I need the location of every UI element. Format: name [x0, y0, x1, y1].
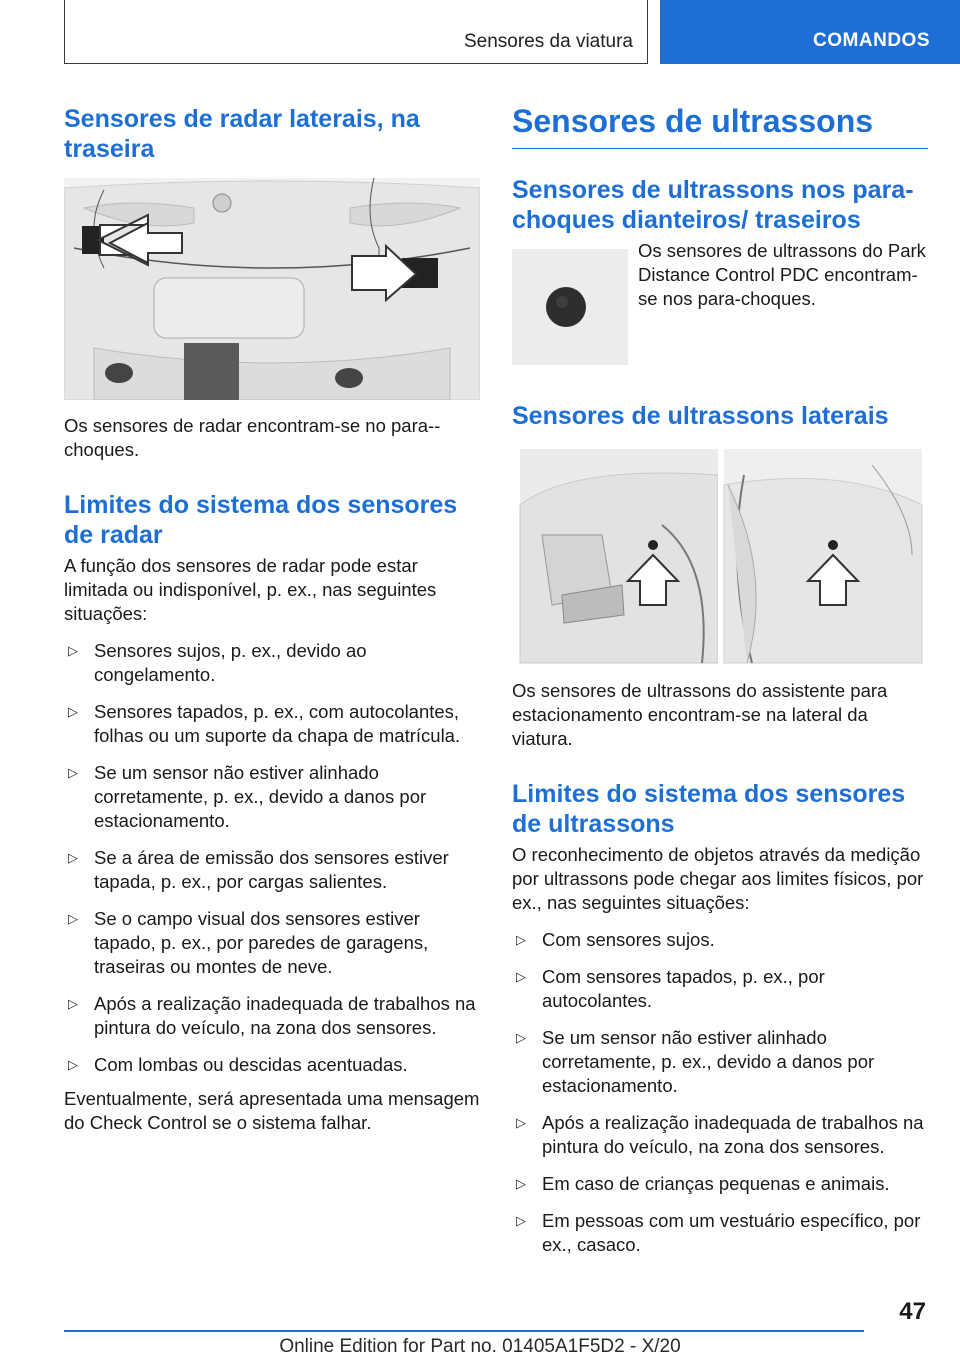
bullet-triangle-icon: ▷ — [516, 1030, 526, 1045]
heading-ultrasonic-sensors: Sensores de ultrassons — [512, 100, 928, 149]
bumper-sensor-text: Os sensores de ultrassons do Park Distance Control PDC encontram-se nos para-choques. — [638, 240, 926, 309]
list-item: ▷ Sensores tapados, p. ex., com autocolantes, folhas ou um suporte da chapa de matrícula. — [68, 701, 461, 746]
lateral-sensors-image — [512, 445, 928, 667]
lateral-sensors-illustration — [512, 445, 928, 667]
heading-lateral-sensors: Sensores de ultrassons laterais — [512, 402, 889, 430]
list-item: ▷ Após a realização inadequada de trabalhos na pintura do veículo, na zona dos sensores. — [68, 993, 476, 1038]
page-number: 47 — [899, 1298, 926, 1325]
header-chapter-title: COMANDOS — [813, 30, 930, 51]
bumper-sensor-block — [512, 240, 928, 367]
radar-limits-list — [64, 639, 480, 1077]
bumper-sensor-image — [512, 249, 628, 365]
bullet-triangle-icon: ▷ — [516, 1176, 526, 1191]
bullet-triangle-icon: ▷ — [516, 932, 526, 947]
bullet-triangle-icon: ▷ — [68, 704, 78, 719]
list-item: ▷ Se a área de emissão dos sensores estiver tapada, p. ex., por cargas salientes. — [68, 847, 449, 892]
heading-radar-sensors: Sensores de radar laterais, na traseira — [64, 105, 420, 163]
heading-radar-limits: Limites do sistema dos sensores de radar — [64, 491, 458, 549]
header-section-title: Sensores da viatura — [464, 31, 633, 52]
bullet-triangle-icon: ▷ — [516, 969, 526, 984]
list-item: ▷ Sensores sujos, p. ex., devido ao congelamento. — [68, 640, 367, 685]
list-item: ▷ Após a realização inadequada de trabalhos na pintura do veículo, na zona dos sensores. — [516, 1112, 924, 1157]
rear-bumper-illustration — [64, 178, 480, 400]
bullet-triangle-icon: ▷ — [68, 911, 78, 926]
header-section-box — [64, 0, 648, 64]
list-item: ▷ Em caso de crianças pequenas e animais. — [516, 1173, 890, 1194]
list-item: ▷ Se um sensor não estiver alinhado corretamente, p. ex., devido a danos por estacionamento. — [516, 1027, 875, 1096]
bullet-triangle-icon: ▷ — [68, 643, 78, 658]
radar-limits-outro: Eventualmente, será apresentada uma mensagem do Check Control se o sistema falhar. — [64, 1088, 480, 1133]
list-item: ▷ Em pessoas com um vestuário específico, por ex., casaco. — [516, 1210, 921, 1255]
footer-divider — [64, 1330, 864, 1332]
list-item: ▷ Com lombas ou descidas acentuadas. — [68, 1054, 408, 1075]
list-item: ▷ Se o campo visual dos sensores estiver tapado, p. ex., por paredes de garagens, traseiras ou montes de neve. — [68, 908, 429, 977]
radar-location-text: Os sensores de radar encontram-se no para--choques. — [64, 415, 441, 460]
bullet-triangle-icon: ▷ — [68, 1057, 78, 1072]
list-item: ▷ Com sensores sujos. — [516, 929, 715, 950]
ultrasonic-sensor-icon — [512, 249, 628, 365]
footer-edition-text: Online Edition for Part no. 01405A1F5D2 - X/20 — [279, 1336, 681, 1357]
lateral-sensors-text: Os sensores de ultrassons do assistente para estacionamento encontram-se na lateral da viatura. — [512, 680, 888, 749]
bullet-triangle-icon: ▷ — [68, 765, 78, 780]
ultrasonic-limits-list — [512, 928, 928, 1257]
list-item: ▷ Com sensores tapados, p. ex., por autocolantes. — [516, 966, 825, 1011]
rear-bumper-radar-image — [64, 178, 480, 400]
right-column — [512, 100, 928, 1257]
ultrasonic-limits-intro: O reconhecimento de objetos através da medição por ultrassons pode chegar aos limites físicos, por ex., nas seguintes situações: — [512, 844, 924, 913]
header-chapter-tab — [660, 0, 960, 64]
list-item: ▷ Se um sensor não estiver alinhado corretamente, p. ex., devido a danos por estacionamento. — [68, 762, 427, 831]
radar-limits-intro: A função dos sensores de radar pode estar limitada ou indisponível, p. ex., nas seguintes situações: — [64, 555, 437, 624]
bullet-triangle-icon: ▷ — [516, 1213, 526, 1228]
heading-ultrasonic-limits: Limites do sistema dos sensores de ultrassons — [512, 780, 906, 838]
left-column — [64, 100, 480, 1135]
rear-side-panel — [724, 449, 922, 663]
bullet-triangle-icon: ▷ — [68, 850, 78, 865]
bullet-triangle-icon: ▷ — [68, 996, 78, 1011]
bullet-triangle-icon: ▷ — [516, 1115, 526, 1130]
front-side-panel — [520, 449, 718, 663]
heading-bumper-sensors: Sensores de ultrassons nos para-choques dianteiros/ traseiros — [512, 176, 914, 234]
